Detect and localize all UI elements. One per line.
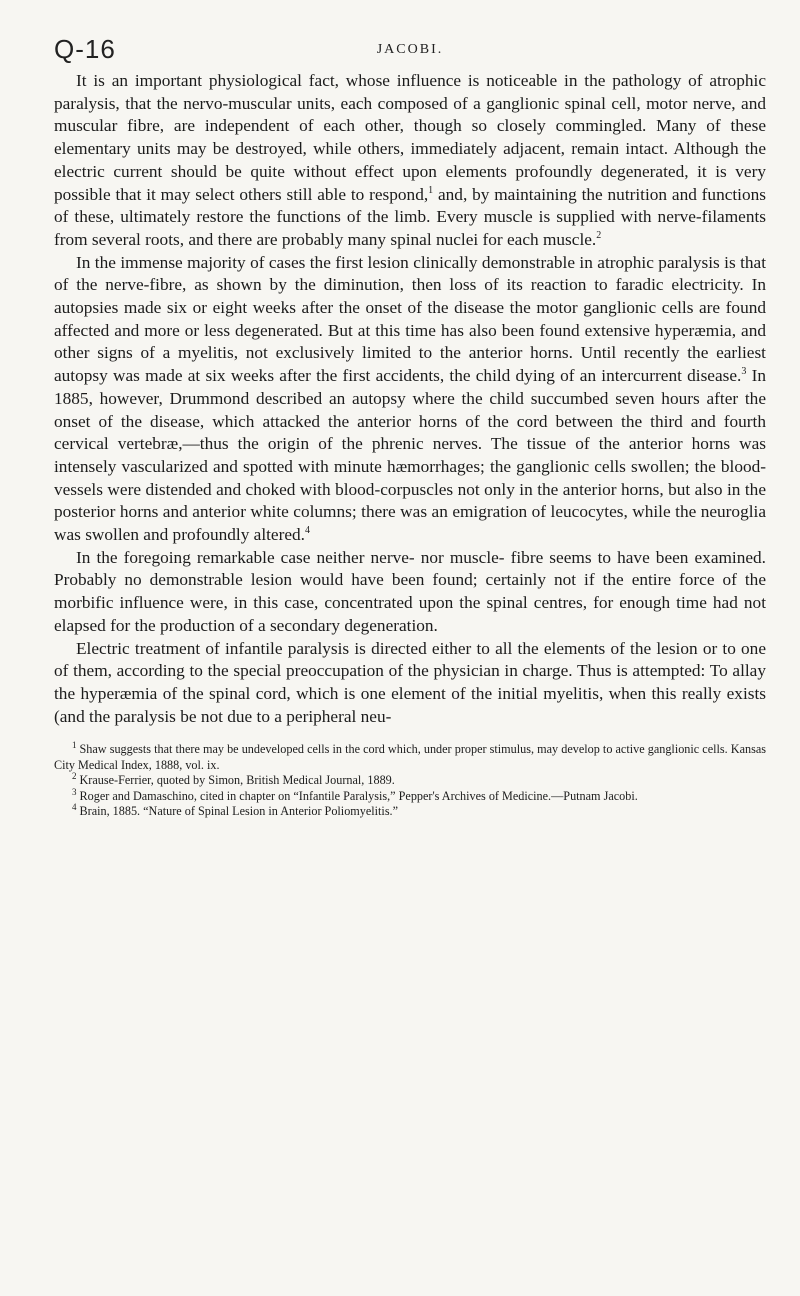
body-text xyxy=(54,70,766,728)
footnote-mark: 1 xyxy=(72,740,77,751)
running-head-author: JACOBI. xyxy=(376,42,444,57)
paragraph: It is an important physiological fact, whose influence is noticeable in the pathology of atrophic paralysis, that the nervo-muscular units, each composed of a ganglionic spinal cell, motor nerve, and muscular fibre, are independent of each other, though so closely commingled. Many of these elementary units may be destroyed, while others, immediately adjacent, remain intact. Although the electric current should be quite without effect upon elements profoundly degenerated, it is very possible that it may select others still able to respond,$^1$ and, by maintaining the nutrition and functions of these, ultimately restore the functions of the limb. Every muscle is supplied with nerve-filaments from several roots, and there are probably many spinal nuclei for each muscle.$^2$ xyxy=(54,71,766,249)
page-number: Q-16 xyxy=(54,34,116,64)
footnote: $^4$ Brain, 1885. “Nature of Spinal Lesion in Anterior Poliomyelitis.” xyxy=(72,801,399,819)
paragraph: In the foregoing remarkable case neither nerve- nor muscle- fibre seems to have been examined. Probably no demonstrable lesion would have been found; certainly not if the entire force of the morbific influence were, in this case, concentrated upon the spinal centres, for enough time had not elapsed for the production of a secondary degeneration. xyxy=(54,547,766,635)
footnote-ref: 1 xyxy=(428,184,434,196)
footnote-mark: 2 xyxy=(72,771,77,782)
footnote: $^3$ Roger and Damaschino, cited in chapter on “Infantile Paralysis,” Pepper's Archives of Medicine.—Putnam Jacobi. xyxy=(72,786,638,803)
footnote-ref: 4 xyxy=(305,525,310,537)
footnote-mark: 4 xyxy=(72,801,77,812)
footnote: $^1$ Shaw suggests that there may be undeveloped cells in the cord which, under proper stimulus, may develop to active ganglionic cells. Kansas City Medical Index, 1888, vol. ix. xyxy=(54,740,766,772)
paragraph: Electric treatment of infantile paralysis is directed either to all the elements of the lesion or to one of them, according to the special preoccupation of the physician in charge. Thus is attempted: To allay the hyperæmia of the spinal cord, which is one element of the initial myelitis, when this really exists (and the paralysis be not due to a peripheral neu- xyxy=(54,638,766,726)
footnote-mark: 3 xyxy=(72,786,77,797)
footnote: $^2$ Krause-Ferrier, quoted by Simon, British Medical Journal, 1889. xyxy=(72,771,395,788)
running-head xyxy=(54,34,766,70)
book-page xyxy=(54,34,766,819)
paragraph: In the immense majority of cases the first lesion clinically demonstrable in atrophic paralysis is that of the nerve-fibre, as shown by the diminution, then loss of its reaction to faradic electricity. In autopsies made six or eight weeks after the onset of the disease the motor ganglionic cells are found affected and more or less degenerated. But at this time has also been found extensive hyperæmia, and other signs of a myelitis, not exclusively limited to the anterior horns. Until recently the earliest autopsy was made at six weeks after the first accidents, the child dying of an intercurrent disease.$^3$ In 1885, however, Drummond described an autopsy where the child succumbed seven hours after the onset of the disease, which attacked the anterior horns of the cord between the third and fourth cervical vertebræ,—thus the origin of the phrenic nerves. The tissue of the anterior horns was intensely vascularized and spotted with minute hæmorrhages; the ganglionic cells swollen; the blood-vessels were distended and choked with blood-corpuscles not only in the anterior horns, but also in the posterior horns and anterior white columns; there was an emigration of leucocytes, while the neuroglia was swollen and profoundly altered.$^4$ xyxy=(54,252,767,545)
footnotes xyxy=(54,742,766,819)
footnote-ref: 2 xyxy=(596,230,602,242)
footnote-ref: 3 xyxy=(741,366,747,378)
